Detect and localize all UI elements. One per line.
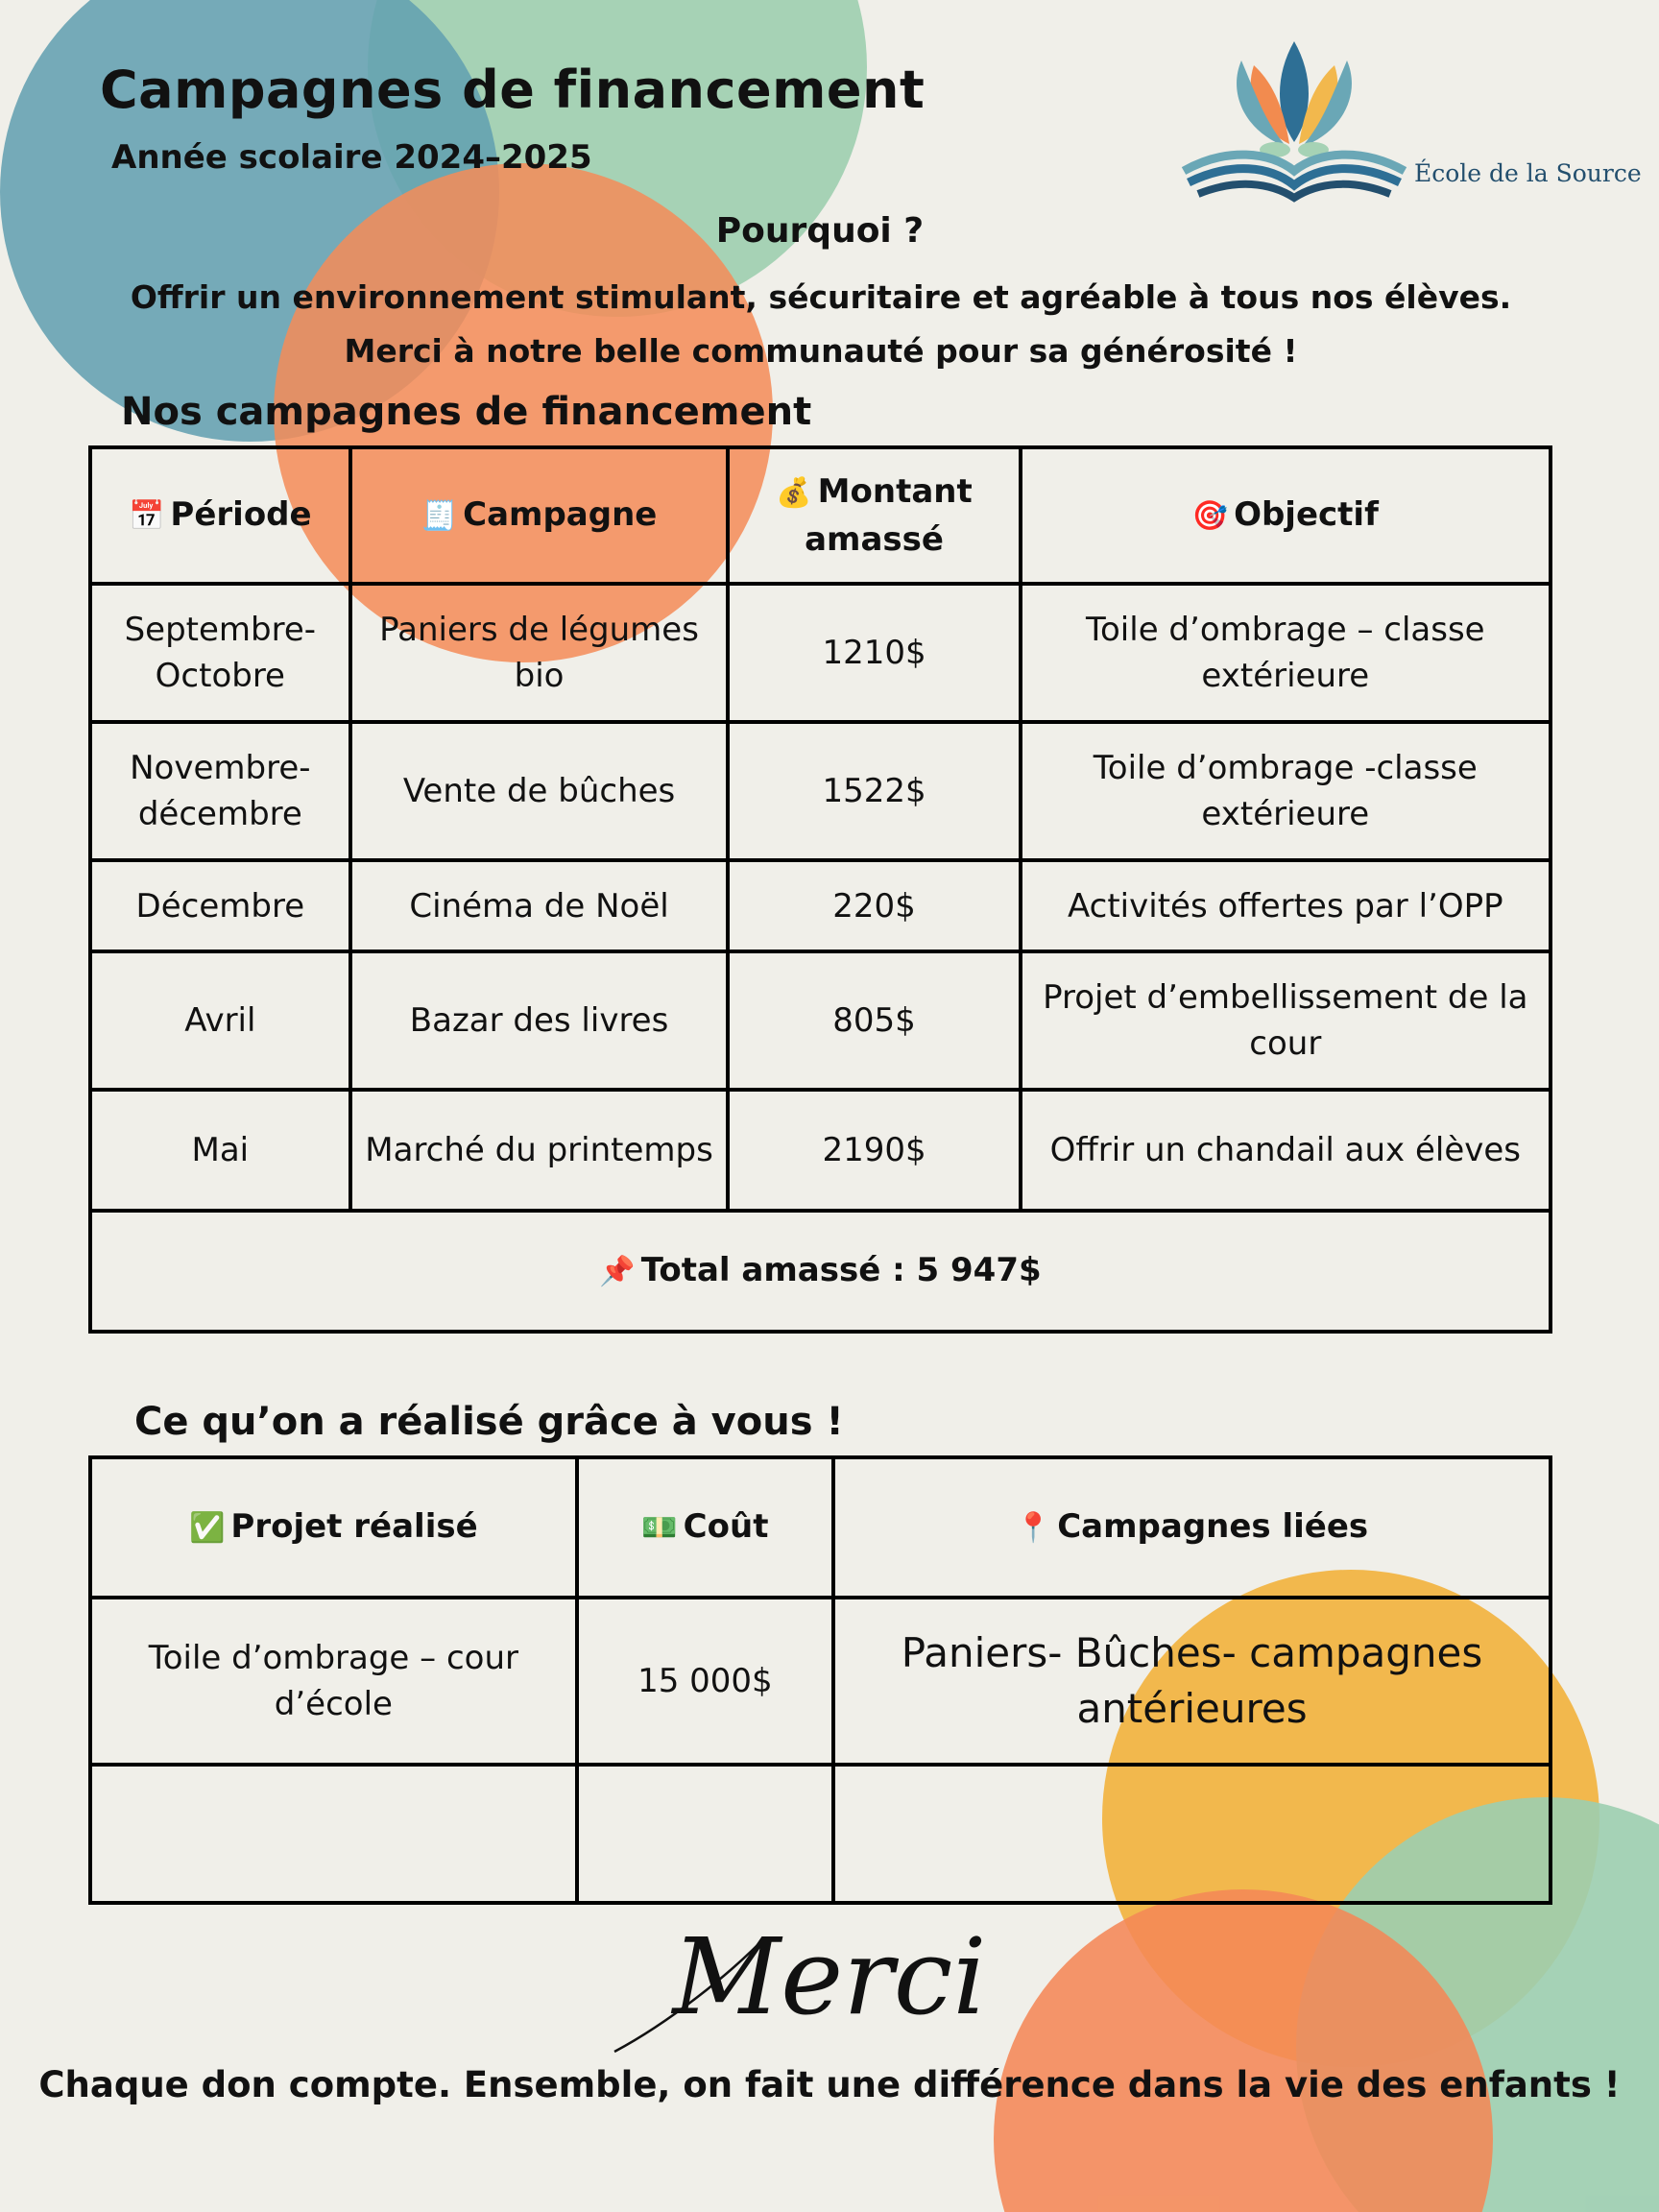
calendar-icon: 📅: [129, 499, 165, 533]
table-row: [90, 584, 1551, 722]
header-periode: 📅 Période: [90, 447, 350, 584]
table-row: [90, 860, 1551, 951]
page-subtitle: Année scolaire 2024–2025: [111, 138, 592, 177]
header-campagnes: 📍 Campagnes liées: [833, 1457, 1551, 1598]
merci-signature: [0, 1915, 1659, 2059]
target-icon: 🎯: [1191, 499, 1229, 533]
table-row: [90, 1598, 1551, 1765]
why-text: Offrir un environnement stimulant, sécuritaire et agréable à tous nos élèves. Merci à notre belle communauté pour sa générosité !: [130, 278, 1512, 370]
table-row: [90, 1090, 1551, 1211]
dollar-bill-icon: 💵: [641, 1511, 678, 1545]
cell-campagne: Marché du printemps: [350, 1090, 729, 1211]
map-pin-icon: 📍: [1015, 1511, 1052, 1545]
lotus-book-icon: [1179, 36, 1409, 209]
school-name: École de la Source: [1414, 159, 1642, 187]
campaigns-section-title: Nos campagnes de financement: [121, 390, 812, 434]
cell-objectif: Toile d’ombrage -classe extérieure: [1021, 722, 1551, 860]
cell-montant: 220$: [728, 860, 1020, 951]
campaigns-header-row: [90, 447, 1551, 584]
table-row: [90, 951, 1551, 1090]
footer-text: Chaque don compte. Ensemble, on fait une différence dans la vie des enfants !: [38, 2064, 1621, 2105]
cell-projet: [90, 1765, 577, 1903]
cell-periode: Décembre: [90, 860, 350, 951]
merci-word: Merci: [672, 1915, 987, 2038]
cell-campagnes: Paniers- Bûches- campagnes antérieures: [833, 1598, 1551, 1765]
cell-periode: Mai: [90, 1090, 350, 1211]
cell-montant: 1522$: [728, 722, 1020, 860]
document-icon: 🧾: [421, 499, 458, 533]
page-title: Campagnes de financement: [100, 60, 926, 120]
achievements-header-row: [90, 1457, 1551, 1598]
why-title: Pourquoi ?: [715, 211, 925, 251]
cell-objectif: Projet d’embellissement de la cour: [1021, 951, 1551, 1090]
header-cout: 💵 Coût: [577, 1457, 833, 1598]
cell-objectif: Offrir un chandail aux élèves: [1021, 1090, 1551, 1211]
table-row: [90, 1765, 1551, 1903]
money-bag-icon: 💰: [776, 476, 812, 510]
pushpin-icon: 📌: [599, 1255, 636, 1288]
cell-projet: Toile d’ombrage – cour d’école: [90, 1598, 577, 1765]
school-logo: [1179, 36, 1640, 209]
header-montant: 💰 Montant amassé: [728, 447, 1020, 584]
cell-campagne: Bazar des livres: [350, 951, 729, 1090]
campaigns-table: [88, 445, 1552, 1334]
cell-montant: 1210$: [728, 584, 1020, 722]
cell-objectif: Activités offertes par l’OPP: [1021, 860, 1551, 951]
cell-montant: 2190$: [728, 1090, 1020, 1211]
cell-cout: 15 000$: [577, 1598, 833, 1765]
achievements-table: [88, 1455, 1552, 1905]
total-amount: Total amassé : 5 947$: [640, 1251, 1042, 1289]
header-campagne: 🧾 Campagne: [350, 447, 729, 584]
check-mark-icon: ✅: [189, 1511, 226, 1545]
cell-periode: Septembre-Octobre: [90, 584, 350, 722]
cell-campagnes: [833, 1765, 1551, 1903]
header-objectif: 🎯 Objectif: [1021, 447, 1551, 584]
cell-campagne: Vente de bûches: [350, 722, 729, 860]
cell-periode: Novembre-décembre: [90, 722, 350, 860]
cell-campagne: Paniers de légumes bio: [350, 584, 729, 722]
table-row: [90, 722, 1551, 860]
cell-periode: Avril: [90, 951, 350, 1090]
achievements-section-title: Ce qu’on a réalisé grâce à vous !: [134, 1400, 844, 1444]
cell-cout: [577, 1765, 833, 1903]
cell-campagne: Cinéma de Noël: [350, 860, 729, 951]
cell-objectif: Toile d’ombrage – classe extérieure: [1021, 584, 1551, 722]
header-projet: ✅ Projet réalisé: [90, 1457, 577, 1598]
cell-montant: 805$: [728, 951, 1020, 1090]
total-cell: [90, 1211, 1551, 1332]
total-row: [90, 1211, 1551, 1332]
